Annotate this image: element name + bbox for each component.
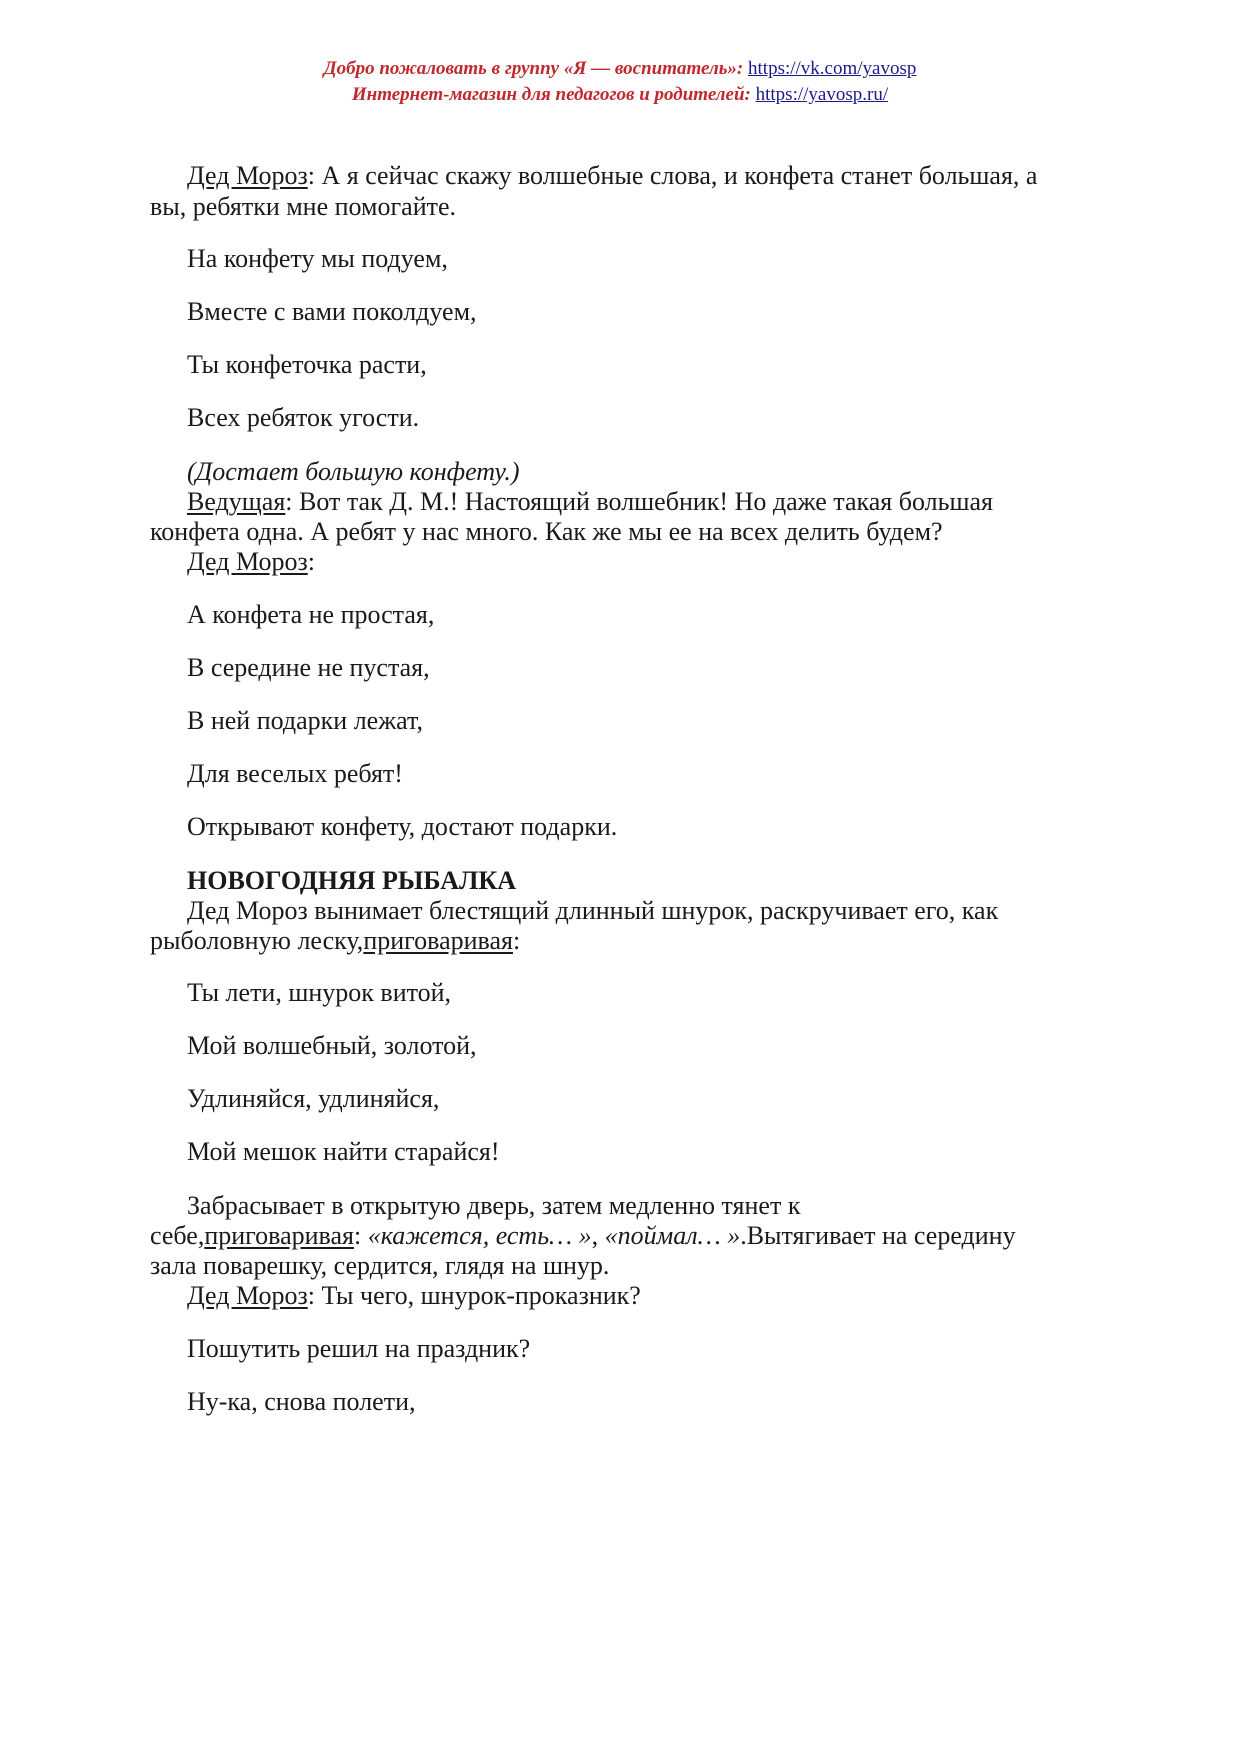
header-vk-link[interactable]: https://vk.com/yavosp xyxy=(748,58,917,79)
header-group-text: Добро пожаловать в группу «Я — воспитатель»: xyxy=(323,58,744,79)
stage-line: Открывают конфету, достают подарки. xyxy=(187,812,618,841)
header-line-shop xyxy=(0,82,1240,108)
paragraph-rybalka-2-cont xyxy=(150,1219,1016,1253)
text-run: рыболовную леску, xyxy=(150,926,364,955)
verse-line: Ты лети, шнурок витой, xyxy=(187,978,452,1007)
speaker-label: Дед Мороз xyxy=(187,161,308,190)
verse-line: Удлиняйся, удлиняйся, xyxy=(187,1084,440,1113)
paragraph-rybalka-1: Дед Мороз вынимает блестящий длинный шнурок, раскручивает его, как xyxy=(187,896,999,925)
text-run: : xyxy=(512,926,521,955)
italic-quote: «кажется, есть… » xyxy=(367,1221,592,1250)
paragraph-rybalka-2-end: зала поварешку, сердится, глядя на шнур. xyxy=(150,1251,610,1280)
stage-direction: (Достает большую конфету.) xyxy=(187,457,520,486)
paragraph-ded-moroz-1 xyxy=(150,159,1037,193)
paragraph-rybalka-1-cont xyxy=(150,924,520,958)
verse-line: Мой волшебный, золотой, xyxy=(187,1031,477,1060)
speech-text: : А я сейчас скажу волшебные слова, и конфета станет большая, а xyxy=(307,161,1038,190)
verse-line: Пошутить решил на праздник? xyxy=(187,1334,531,1363)
paragraph-ded-moroz-2 xyxy=(150,545,315,579)
verse-line: Ну-ка, снова полети, xyxy=(187,1387,416,1416)
verse-line: А конфета не простая, xyxy=(187,600,435,629)
underlined-word: приговаривая xyxy=(363,926,513,955)
underlined-word: приговаривая xyxy=(204,1221,354,1250)
header-shop-link[interactable]: https://yavosp.ru/ xyxy=(755,84,889,105)
verse-line: На конфету мы подуем, xyxy=(187,244,448,273)
paragraph-ded-moroz-3 xyxy=(150,1279,641,1313)
paragraph-vedushaya xyxy=(150,485,993,519)
header-line-group xyxy=(0,56,1240,82)
speaker-label: Дед Мороз xyxy=(187,1281,308,1310)
section-heading: НОВОГОДНЯЯ РЫБАЛКА xyxy=(187,866,517,895)
verse-line: Для веселых ребят! xyxy=(187,759,403,788)
text-run: себе, xyxy=(150,1221,205,1250)
verse-line: В ней подарки лежат, xyxy=(187,706,423,735)
verse-line: Ты конфеточка расти, xyxy=(187,350,427,379)
speech-text: : Вот так Д. М.! Настоящий волшебник! Но даже такая большая xyxy=(285,487,993,516)
text-run: , xyxy=(591,1221,605,1250)
speech-text: : Ты чего, шнурок-проказник? xyxy=(307,1281,641,1310)
text-run: .Вытягивает на середину xyxy=(740,1221,1016,1250)
speaker-label: Ведущая xyxy=(187,487,286,516)
verse-line: Всех ребяток угости. xyxy=(187,403,420,432)
speech-text: : xyxy=(307,547,315,576)
paragraph-ded-moroz-1-cont: вы, ребятки мне помогайте. xyxy=(150,192,457,221)
text-run: : xyxy=(354,1221,368,1250)
verse-line: В середине не пустая, xyxy=(187,653,430,682)
verse-line: Вместе с вами поколдуем, xyxy=(187,297,477,326)
speaker-label: Дед Мороз xyxy=(187,547,308,576)
header-shop-text: Интернет-магазин для педагогов и родителей: xyxy=(351,84,751,105)
verse-line: Мой мешок найти старайся! xyxy=(187,1137,500,1166)
paragraph-vedushaya-cont: конфета одна. А ребят у нас много. Как же мы ее на всех делить будем? xyxy=(150,517,943,546)
italic-quote: «поймал… » xyxy=(604,1221,741,1250)
paragraph-rybalka-2: Забрасывает в открытую дверь, затем медленно тянет к xyxy=(187,1191,801,1220)
